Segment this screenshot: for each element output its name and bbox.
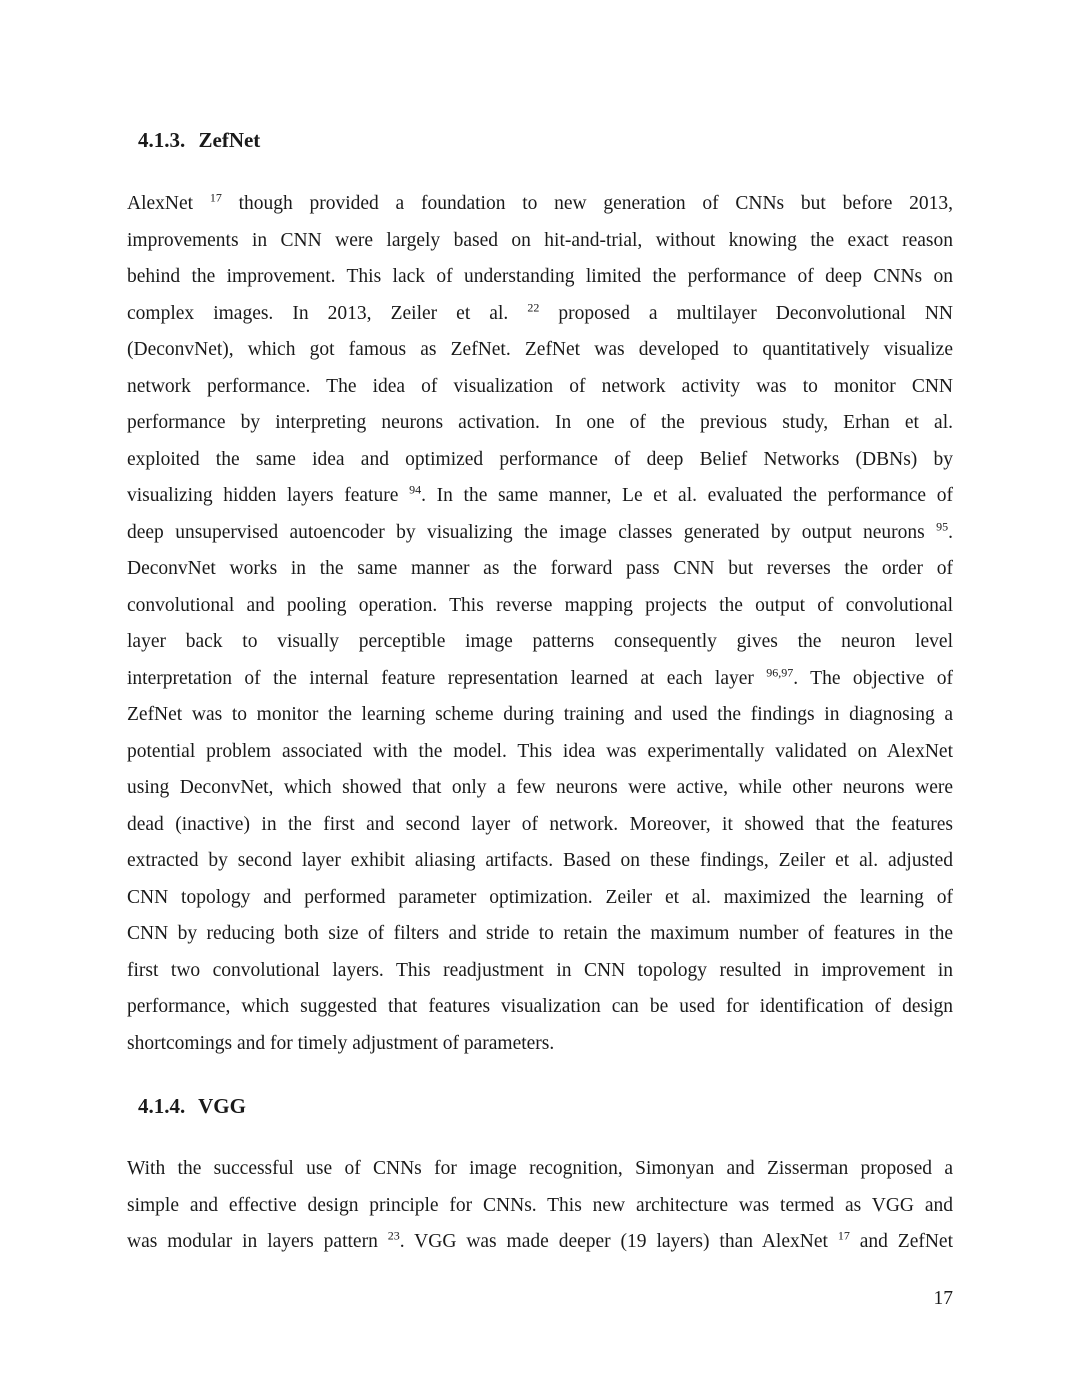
text-line: deep unsupervised autoencoder by visualizing the image classes generated by output neurons $^{95}$.	[127, 519, 953, 543]
text-line: complex images. In 2013, Zeiler et al. $^{22}$ proposed a multilayer Deconvolutional NN	[127, 300, 953, 324]
section-title: VGG	[198, 1094, 246, 1118]
citation-superscript: 94	[409, 482, 422, 497]
text-line: using DeconvNet, which showed that only a few neurons were active, while other neurons were	[127, 777, 953, 798]
citation-superscript: 17	[837, 1228, 850, 1243]
text-line: (DeconvNet), which got famous as ZefNet. ZefNet was developed to quantitatively visualize	[127, 339, 953, 360]
text-line: AlexNet $^{17}$ though provided a foundation to new generation of CNNs but before 2013,	[127, 190, 953, 214]
text-line: exploited the same idea and optimized performance of deep Belief Networks (DBNs) by	[127, 448, 953, 470]
text-line: performance, which suggested that features visualization can be used for identification of design	[127, 996, 953, 1017]
text-line: convolutional and pooling operation. This reverse mapping projects the output of convolutional	[127, 594, 953, 616]
text-line: visualizing hidden layers feature $^{94}$. In the same manner, Le et al. evaluated the performance of	[127, 482, 954, 506]
text-line: was modular in layers pattern $^{23}$. VGG was made deeper (19 layers) than AlexNet $^{17}$ and ZefNet	[127, 1228, 954, 1252]
section-title: ZefNet	[198, 128, 261, 152]
citation-superscript: 96,97	[766, 665, 794, 679]
text-line: behind the improvement. This lack of understanding limited the performance of deep CNNs on	[127, 266, 953, 287]
section-number: 4.1.4.	[138, 1094, 186, 1118]
citation-superscript: 23	[387, 1228, 400, 1243]
section-4-1-3-heading	[138, 128, 260, 153]
text-line: extracted by second layer exhibit aliasing artifacts. Based on these findings, Zeiler et al. adjusted	[127, 850, 953, 871]
page-number: 17	[933, 1288, 953, 1309]
text-line: CNN by reducing both size of filters and stride to retain the maximum number of features in the	[127, 923, 953, 944]
text-line: With the successful use of CNNs for image recognition, Simonyan and Zisserman proposed a	[127, 1158, 953, 1179]
text-line: ZefNet was to monitor the learning scheme during training and used the findings in diagnosing a	[127, 704, 953, 725]
text-line: simple and effective design principle for CNNs. This new architecture was termed as VGG and	[127, 1194, 953, 1216]
text-line: DeconvNet works in the same manner as the forward pass CNN but reverses the order of	[127, 558, 953, 579]
text-line: potential problem associated with the model. This idea was experimentally validated on AlexNet	[127, 740, 953, 762]
section-4-1-4-heading	[138, 1094, 246, 1119]
text-line: performance by interpreting neurons activation. In one of the previous study, Erhan et al.	[127, 412, 953, 433]
citation-superscript: 22	[527, 300, 540, 314]
text-line: interpretation of the internal feature representation learned at each layer $^{96,97}$. The objective of	[127, 665, 953, 689]
text-line: dead (inactive) in the first and second layer of network. Moreover, it showed that the features	[127, 813, 953, 835]
section-number: 4.1.3.	[138, 128, 186, 152]
citation-superscript: 17	[209, 190, 222, 205]
text-line: first two convolutional layers. This readjustment in CNN topology resulted in improvement in	[127, 959, 953, 981]
citation-superscript: 95	[936, 519, 949, 533]
text-line: layer back to visually perceptible image patterns consequently gives the neuron level	[127, 631, 953, 652]
text-line: network performance. The idea of visualization of network activity was to monitor CNN	[127, 375, 953, 397]
text-line: shortcomings and for timely adjustment of parameters.	[127, 1032, 555, 1054]
text-line: CNN topology and performed parameter optimization. Zeiler et al. maximized the learning of	[127, 886, 953, 908]
text-line: improvements in CNN were largely based on hit-and-trial, without knowing the exact reason	[127, 229, 953, 251]
